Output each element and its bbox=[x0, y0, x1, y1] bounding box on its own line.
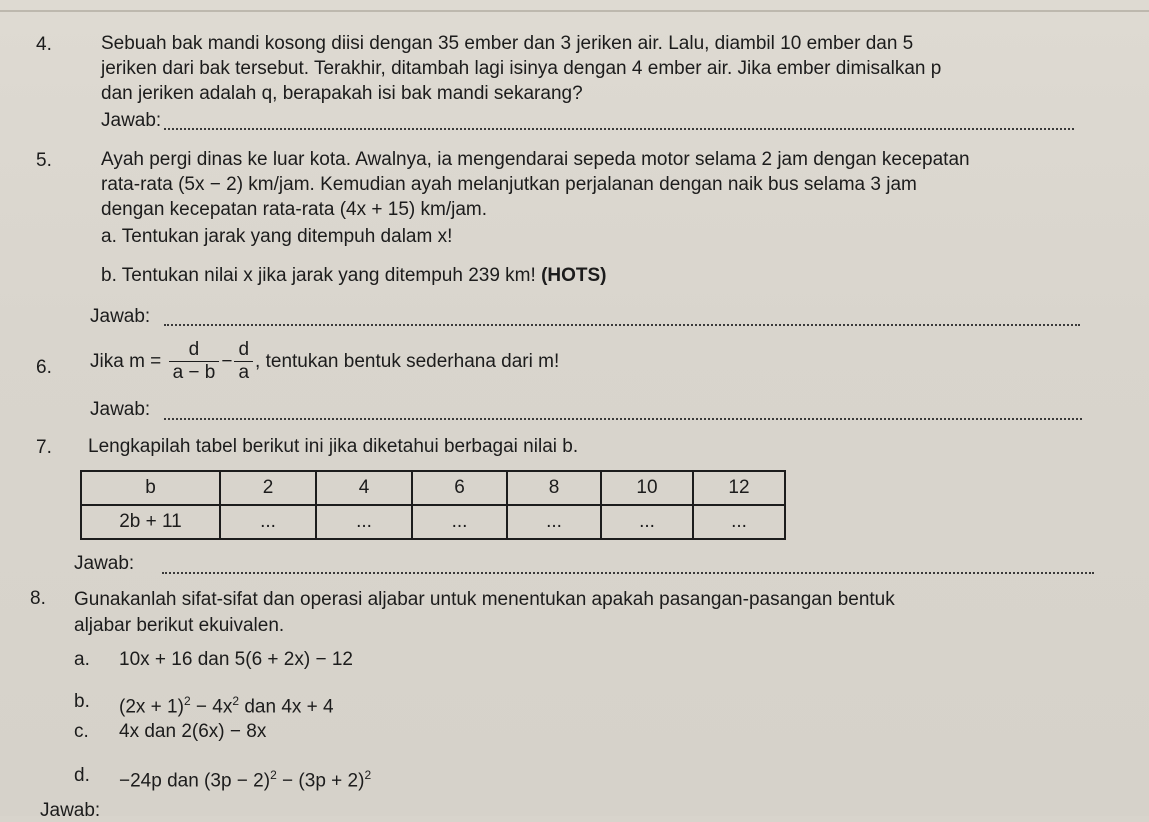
q8-line-1: Gunakanlah sifat-sifat dan operasi aljabar untuk menentukan apakah pasangan-pasangan bentuk bbox=[74, 589, 895, 610]
q8-item-b-part1: (2x + 1) bbox=[119, 696, 184, 718]
q5-item-a: a. Tentukan jarak yang ditempuh dalam x! bbox=[101, 226, 453, 247]
q8-item-c: 4x dan 2(6x) − 8x bbox=[119, 721, 267, 742]
q5-hots-tag: (HOTS) bbox=[541, 265, 607, 286]
q8-item-b-exp1: 2 bbox=[183, 694, 191, 708]
table-cell: 6 bbox=[412, 471, 507, 505]
q6-prefix: Jika m = bbox=[90, 351, 162, 372]
q8-item-d-label: d. bbox=[74, 765, 90, 786]
q4-answer-line[interactable] bbox=[164, 128, 1074, 130]
q6-fraction-1 bbox=[169, 339, 220, 384]
q6-jawab-label: Jawab: bbox=[90, 399, 151, 420]
q8-item-d-part2: − (3p + 2) bbox=[276, 770, 365, 792]
q6-frac2-numerator: d bbox=[234, 339, 253, 362]
value-table bbox=[80, 470, 786, 540]
q4-line-3: dan jeriken adalah q, berapakah isi bak mandi sekarang? bbox=[101, 83, 583, 104]
q7-answer-line[interactable] bbox=[162, 572, 1094, 574]
table-blank-cell[interactable]: ... bbox=[507, 505, 601, 539]
q5-jawab-label: Jawab: bbox=[90, 306, 151, 327]
table-row-expression bbox=[81, 505, 785, 539]
q8-line-2: aljabar berikut ekuivalen. bbox=[74, 615, 285, 636]
table-cell: 10 bbox=[601, 471, 693, 505]
q8-item-c-label: c. bbox=[74, 721, 89, 742]
q5-number: 5. bbox=[36, 150, 52, 171]
q5-answer-line[interactable] bbox=[164, 324, 1080, 326]
table-row-b bbox=[81, 471, 785, 505]
table-blank-cell[interactable]: ... bbox=[601, 505, 693, 539]
table-blank-cell[interactable]: ... bbox=[220, 505, 316, 539]
table-cell: 2 bbox=[220, 471, 316, 505]
q8-item-b-label: b. bbox=[74, 691, 90, 712]
q6-answer-line[interactable] bbox=[164, 418, 1082, 420]
q6-minus: − bbox=[221, 351, 233, 372]
q4-line-1: Sebuah bak mandi kosong diisi dengan 35 ember dan 3 jeriken air. Lalu, diambil 10 ember dan 5 bbox=[101, 33, 914, 54]
table-blank-cell[interactable]: ... bbox=[316, 505, 412, 539]
q8-jawab-label: Jawab: bbox=[40, 800, 101, 821]
q6-fraction-2 bbox=[234, 339, 253, 384]
q8-number: 8. bbox=[30, 588, 46, 609]
q8-item-d-exp2: 2 bbox=[364, 768, 372, 782]
q7-number: 7. bbox=[36, 437, 52, 458]
q6-frac1-numerator: d bbox=[169, 339, 220, 362]
table-cell-header-expression: 2b + 11 bbox=[81, 505, 220, 539]
table-cell-header-b: b bbox=[81, 471, 220, 505]
q8-item-b-exp2: 2 bbox=[232, 694, 240, 708]
q4-jawab-label: Jawab: bbox=[101, 110, 162, 131]
q6-expression bbox=[90, 339, 559, 385]
table-cell: 12 bbox=[693, 471, 785, 505]
q8-item-b-part2: − 4x bbox=[190, 696, 233, 718]
q5-line-3: dengan kecepatan rata-rata (4x + 15) km/jam. bbox=[101, 199, 488, 220]
table-cell: 8 bbox=[507, 471, 601, 505]
page-top-border bbox=[0, 10, 1149, 12]
q8-item-b-part3: dan 4x + 4 bbox=[239, 696, 334, 718]
q7-text: Lengkapilah tabel berikut ini jika diketahui berbagai nilai b. bbox=[88, 436, 579, 457]
q8-item-a-label: a. bbox=[74, 649, 90, 670]
q6-number: 6. bbox=[36, 357, 52, 378]
q7-jawab-label: Jawab: bbox=[74, 553, 135, 574]
q5-line-2: rata-rata (5x − 2) km/jam. Kemudian ayah melanjutkan perjalanan dengan naik bus selama 3 jam bbox=[101, 174, 917, 195]
q8-item-d-exp1: 2 bbox=[270, 768, 277, 782]
q6-frac2-denominator: a bbox=[238, 362, 250, 384]
q4-line-2: jeriken dari bak tersebut. Terakhir, ditambah lagi isinya dengan 4 ember air. Jika ember dimisalkan p bbox=[101, 58, 942, 79]
q5-line-1: Ayah pergi dinas ke luar kota. Awalnya, ia mengendarai sepeda motor selama 2 jam dengan kecepatan bbox=[101, 149, 970, 170]
q6-frac1-denominator: a − b bbox=[172, 362, 216, 384]
q8-item-d bbox=[119, 764, 371, 792]
q4-number: 4. bbox=[36, 34, 52, 55]
q8-item-a: 10x + 16 dan 5(6 + 2x) − 12 bbox=[119, 649, 353, 670]
q5-item-b bbox=[101, 264, 607, 287]
table-blank-cell[interactable]: ... bbox=[693, 505, 785, 539]
q8-item-b bbox=[119, 690, 334, 718]
q6-suffix: , tentukan bentuk sederhana dari m! bbox=[255, 351, 560, 372]
table-cell: 4 bbox=[316, 471, 412, 505]
q5-item-b-text: b. Tentukan nilai x jika jarak yang ditempuh 239 km! bbox=[101, 265, 536, 286]
table-blank-cell[interactable]: ... bbox=[412, 505, 507, 539]
q8-item-d-part1: −24p dan (3p − 2) bbox=[119, 770, 271, 792]
